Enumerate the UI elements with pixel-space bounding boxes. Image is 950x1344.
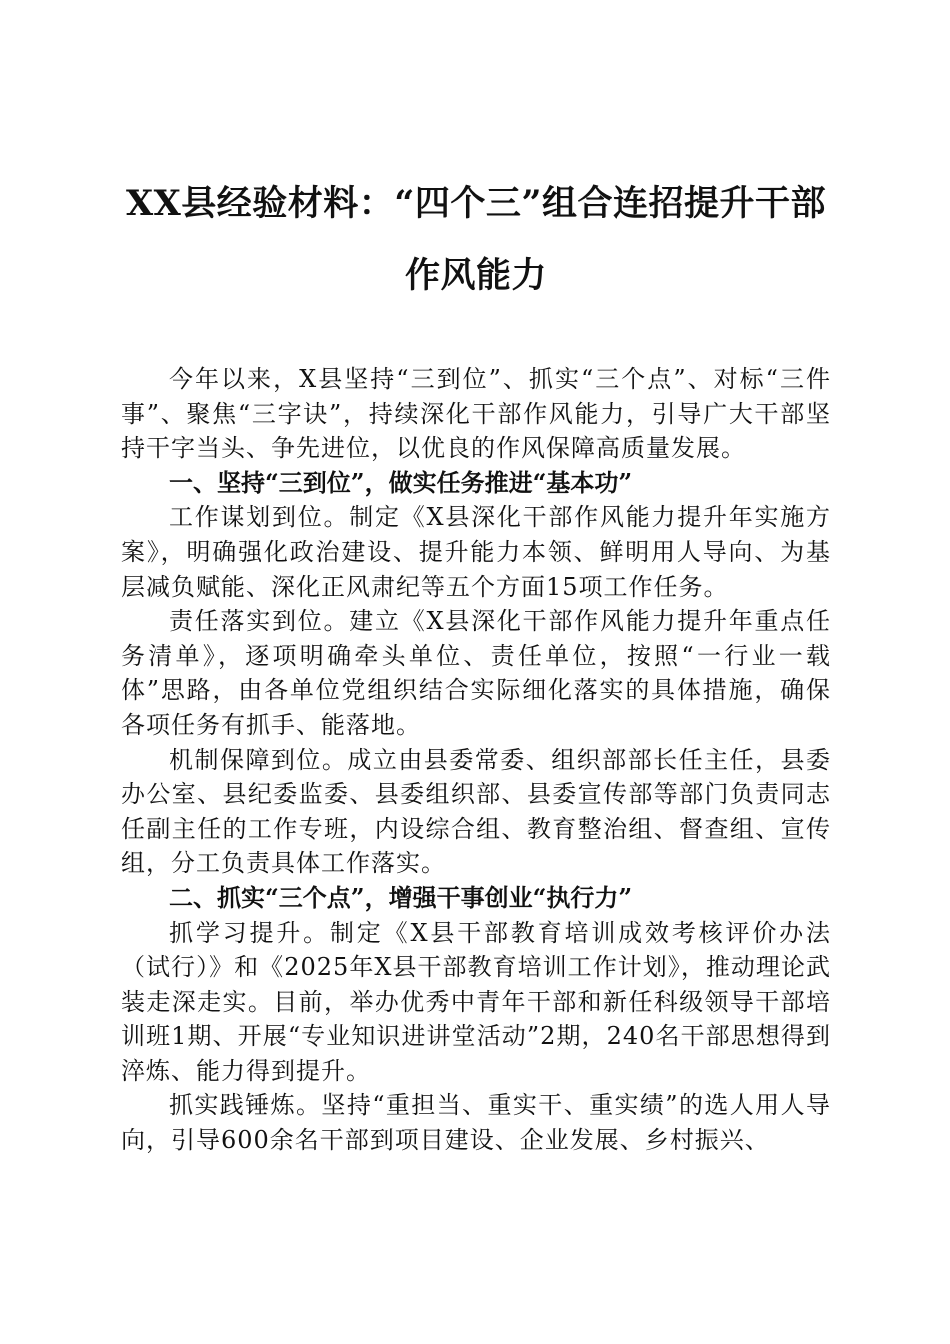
document-title: XX县经验材料：“四个三”组合连招提升干部作风能力 — [125, 183, 827, 296]
section-heading: 一、坚持“三到位”，做实任务推进“基本功” — [169, 467, 633, 497]
body-paragraph: 抓学习提升。制定《X县干部教育培训成效考核评价办法（试行）》和《2025年X县干部教育培训工作计划》，推动理论武装走深走实。目前，举办优秀中青年干部和新任科级领导干部培训班1期、开展“专业知识进讲堂活动”2期，240名干部思想得到淬炼、能力得到提升。 — [121, 918, 831, 1085]
body-paragraph: 抓实践锤炼。坚持“重担当、重实干、重实绩”的选人用人导向，引导600余名干部到项目建设、企业发展、乡村振兴、 — [121, 1091, 831, 1155]
body-paragraph: 责任落实到位。建立《X县深化干部作风能力提升年重点任务清单》，逐项明确牵头单位、责任单位，按照“一行业一载体”思路，由各单位党组织结合实际细化落实的具体措施，确保各项任务有抓手、能落地。 — [121, 607, 831, 739]
body-paragraph: 今年以来，X县坚持“三到位”、抓实“三个点”、对标“三件事”、聚焦“三字诀”，持续深化干部作风能力，引导广大干部坚持干字当头、争先进位，以优良的作风保障高质量发展。 — [121, 365, 831, 463]
body-paragraph: 工作谋划到位。制定《X县深化干部作风能力提升年实施方案》，明确强化政治建设、提升能力本领、鲜明用人导向、为基层减负赋能、深化正风肃纪等五个方面15项工作任务。 — [121, 503, 831, 601]
document-body — [121, 362, 831, 1158]
body-paragraph: 机制保障到位。成立由县委常委、组织部部长任主任，县委办公室、县纪委监委、县委组织部、县委宣传部等部门负责同志任副主任的工作专班，内设综合组、教育整治组、督查组、宣传组，分工负责具体工作落实。 — [121, 745, 831, 878]
document-page — [121, 168, 831, 1158]
section-heading: 二、抓实“三个点”，增强干事创业“执行力” — [169, 882, 633, 912]
